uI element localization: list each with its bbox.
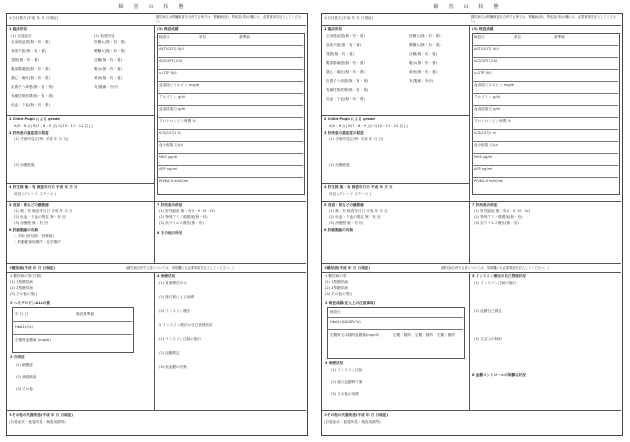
lab-row: 血小板数 万/μl — [474, 143, 498, 147]
diabetes-note: (糖尿病合併する者については、別紙欄にも必要事項を記入してください。) — [441, 266, 549, 270]
hba1c-date-col: 年 月 日 — [15, 312, 29, 316]
lab-column-header: 基準値 — [554, 35, 565, 39]
insulin-item: (2) 血糖自己測定 — [474, 309, 502, 313]
lab-column-header: 単位 — [514, 35, 522, 39]
hba1c-label: HbA1c(%) — [15, 325, 33, 329]
liver-biopsy-heading: 4 肝生検 無・有 検査年月日 平成 年 月 日 — [9, 185, 78, 189]
symptom-item: 皮膚そう痒感(無・有・著) — [326, 79, 369, 83]
symptom-item: 全身倦怠感(無・有・著) — [326, 34, 365, 38]
lab-row: AFP ng/ml — [159, 167, 178, 171]
diabetes-complications-heading: 3 合併症 — [10, 355, 25, 359]
lab-column-header: 基準値 — [239, 35, 250, 39]
header-left: ①日付系欠(平成 年 月 日現症) — [324, 16, 373, 20]
lab-row: 血清総ビリルビン mg/dl — [474, 83, 515, 87]
treatment-item: (2) 経口血糖降下薬 — [331, 380, 363, 384]
glycemic-control-heading: 6 血糖コントロールの困難な状況 — [472, 373, 526, 377]
symptom-item: 食欲不振(無・有・著) — [326, 43, 362, 47]
hba1c-ngsp-label: HbA1c(NGSP)(%) — [330, 320, 361, 324]
treatment-item: (2) 血糖測定 — [159, 351, 180, 355]
sign-item: 浮腫(無・有・著) — [94, 58, 122, 62]
header-note: 糖尿病又は腎臓障害を合併する例では、腎臓病(該)、腎疾患(別)の欄にも、必要事項を記入してください。 — [156, 15, 302, 23]
complication-item: (2) 特殊アミノ酸製剤(無・有) — [159, 215, 208, 219]
varices-item: (3) 治療歴 無・有 回 — [329, 221, 363, 225]
sign-item: 脾腫大(無・有・著) — [94, 49, 126, 53]
complication-item: (3) 抗ウイルス療法(無・有) — [474, 221, 519, 225]
varices-heading: 5 食道・胃などの静脈瘤 — [324, 203, 364, 207]
other-metabolic-heading: ③その他の代謝疾患(平成 年 月 日現症) — [324, 413, 388, 417]
sign-item: 脾腫大(無・有・著) — [409, 43, 441, 47]
varices-item: (2) 吐血・下血の既往 無・有 回 — [329, 215, 381, 219]
page-title: 障害の状態 — [433, 4, 509, 10]
diabetes-heading: ②糖尿病(平成 年 月 日現症) — [9, 266, 56, 270]
glucose-column: 空腹・随時 — [393, 333, 411, 337]
symptom-item: 腹部膨満感(無・有・著) — [326, 61, 365, 65]
lab-row: ALT(GPT) IU/l — [159, 59, 183, 63]
hcc-heading: 6 肝細胞癌の有無 — [9, 228, 38, 232]
complication-item: (1) 肝性脳症 無・有(I・II・III・IV) — [159, 209, 215, 213]
lab-row: プロトロンビン時間 % — [159, 119, 196, 123]
varices-item: (3) 治療歴 無・有 回 — [14, 221, 48, 225]
symptom-item: 吐血・下血(無・有・著) — [326, 97, 365, 101]
varices-item: (1) 無・有 検査年月日 平成 年 月 日 — [14, 209, 73, 213]
diabetes-complication-item: (3) その他 — [16, 387, 34, 391]
lab-row: AFP ng/ml — [474, 167, 493, 171]
glucose-label: 空腹時又は随時血糖値(mg/dl) — [330, 333, 380, 337]
symptom-item: 悪心・嘔吐(無・有・著) — [11, 76, 50, 80]
lab-row: NH3 μg/dl — [474, 155, 492, 159]
clinical-findings-heading: 1 臨床所見 — [9, 27, 28, 31]
sign-item: 有(腹痛・冷汗) — [94, 85, 119, 89]
surgery-findings: (1) 手術所見(日時: 平成 年 月 日) — [14, 137, 69, 141]
insulin-item: (1) インスリン注射の施行 — [474, 281, 517, 285]
lab-row: PIVKA-II mAU/ml — [474, 179, 504, 183]
lab-row: PIVKA-II mAU/ml — [159, 179, 189, 183]
header-note: 糖尿病又は腎臓障害を合併する例では、腎臓病(該)、腎疾患(別)の欄にも、必要事項を記入してください。 — [471, 15, 617, 23]
sign-item: 黄疸(無・有・著) — [409, 70, 437, 74]
diabetes-complication-item: (1) 網膜症 — [16, 363, 34, 367]
other-metabolic-note: (自覚症状・他覚所見・検査成績等) — [9, 420, 66, 424]
lab-row: ICG(15分) % — [474, 131, 496, 135]
treatment-course: (2) 治療経過 — [329, 163, 350, 167]
header-left: ①日付系欠(平成 年 月 日現症) — [9, 16, 58, 20]
diabetes-type-item: (3) その他の型() — [325, 292, 353, 296]
left-form-page — [6, 3, 308, 436]
diabetes-type-item: (3) その他の型() — [10, 292, 38, 296]
symptom-item: 有痛性筋痙攣(無・有・著) — [326, 88, 369, 92]
liver-biopsy-findings: 所見 (グレード ステージ ) — [14, 192, 57, 196]
right-form-page — [321, 3, 623, 436]
lab-results-heading: (3) 検査成績 — [472, 27, 494, 31]
diabetes-complication-item: (2) 神経障害 — [16, 375, 37, 379]
lab-row: プロトロンビン時間 % — [474, 119, 511, 123]
lab-row: AST(GOT) IU/l — [159, 47, 184, 51]
varices-item: (1) 無・有 検査年月日 平成 年 月 日 — [329, 209, 388, 213]
sign-item: 黄疸(無・有・著) — [94, 76, 122, 80]
lab-row: 血清総蛋白 g/dl — [159, 107, 185, 111]
symptom-item: 発熱(無・有・著) — [11, 58, 39, 62]
lab-row: 血清総蛋白 g/dl — [474, 107, 500, 111]
symptom-item: 皮膚そう痒感(無・有・著) — [11, 85, 54, 89]
liver-severity-heading: 3 肝疾患の重症度の程度 — [324, 131, 364, 135]
symptom-item: 食欲不振(無・有・著) — [11, 49, 47, 53]
child-pugh-scale: A(5・6 点) B(7・8・9 点) C(10・11・12 以上) — [329, 124, 409, 128]
treatment-item: (1) インスリン注射の施行 — [159, 337, 202, 341]
lab-row: γ-GTP IU/l — [474, 71, 492, 75]
hba1c-heading: 2 ヘモグロビンA1cの値 — [10, 301, 50, 305]
treatment-item: 5 インスリン療法の自己管理状況 — [159, 323, 213, 327]
diabetes-type-item: 1 糖尿病の型(分類) — [10, 274, 42, 278]
symptom-item: 発熱(無・有・著) — [326, 52, 354, 56]
lab-row: γ-GTP IU/l — [159, 71, 177, 75]
treatment-item: (1) 食事療法のみ — [159, 281, 187, 285]
lab-row: アルブミン g/dl — [159, 95, 185, 99]
lab-row: 血小板数 万/μl — [159, 143, 183, 147]
sign-item: 肝腫大(無・有・著) — [94, 40, 126, 44]
subjective-symptoms-heading: (1) 自覚症状 — [11, 34, 32, 38]
symptom-item: 腹部膨満感(無・有・著) — [11, 67, 50, 71]
clinical-findings-heading: 1 臨床所見 — [324, 27, 343, 31]
symptom-item: 全身倦怠感(無・有・著) — [11, 40, 50, 44]
treatment-item: (3) その他の治療 — [331, 392, 359, 396]
sign-item: 腹水(無・有・著) — [94, 67, 122, 71]
hcc-heading: 6 肝細胞癌の有無 — [324, 228, 353, 232]
lab-results-heading: (3) 検査成績 — [157, 27, 179, 31]
symptom-item: 有痛性筋痙攣(無・有・著) — [11, 94, 54, 98]
symptom-item: 吐血・下血(無・有・著) — [11, 103, 50, 107]
insulin-management-heading: 5 インスリン療法の自己管理状況 — [472, 274, 526, 278]
diabetes-type-item: (2) 2型糖尿病 — [10, 286, 33, 290]
lab-column-header: 検査日 — [474, 35, 485, 39]
treatment-item: (3) インスリン療法 — [159, 309, 191, 313]
sign-item: 浮腫(無・有・著) — [409, 52, 437, 56]
sign-item: 腹水(無・有・著) — [409, 61, 437, 65]
liver-severity-heading: 3 肝疾患の重症度の程度 — [9, 131, 49, 135]
child-pugh-heading: 2 Child-Pugh による grade — [9, 117, 60, 121]
objective-findings-heading: (2) 他覚所見 — [94, 34, 115, 38]
other-metabolic-note: (自覚症状・他覚所見・検査成績等) — [324, 420, 381, 424]
diabetes-lab-heading: 2 検査成績(記入上の注意事項) — [325, 301, 376, 305]
complications-heading: 7 肝疾患合併症 — [157, 203, 183, 207]
lab-column-header: 単位 — [199, 35, 207, 39]
complications-heading: 7 肝疾患合併症 — [472, 203, 498, 207]
surgery-findings: (1) 手術所見(日時: 平成 年 月 日) — [329, 137, 384, 141]
treatment-item: (1) インスリン注射 — [331, 368, 363, 372]
complication-item: (2) 特殊アミノ酸製剤(無・有) — [474, 215, 523, 219]
treatment-item: (2) 経口薬による治療 — [159, 295, 194, 299]
symptom-item: 悪心・嘔吐(無・有・著) — [326, 70, 365, 74]
treatment-status-heading: 4 治療状況 — [157, 274, 176, 278]
complication-item: (3) 抗ウイルス療法(無・有) — [159, 221, 204, 225]
diabetes-type-item: (1) 1型糖尿病 — [325, 280, 348, 284]
diabetes-type-item: 1 糖尿病の型 — [325, 274, 347, 278]
fasting-glucose-label: 空腹時血糖値 (mg/dl) — [15, 338, 51, 342]
insulin-item: (3) 生活上の制約 — [474, 337, 502, 341]
sign-item: 有(腹痛・冷汗) — [409, 79, 434, 83]
treatment-status-heading: 3 治療状況 — [325, 361, 344, 365]
hcc-item: ・手術 (肝切除・肝移植) — [14, 234, 54, 238]
page-title: 障害の状態 — [118, 4, 194, 10]
other-findings-heading: 8 その他の所見 — [157, 231, 183, 235]
diabetes-type-item: (1) 1型糖尿病 — [10, 280, 33, 284]
lab-row: AST(GOT) IU/l — [474, 47, 499, 51]
treatment-item: (3) 低血糖の有無 — [159, 365, 187, 369]
child-pugh-scale: A(5・6 点) B(7・8・9 点) C(10・11・12 以上) — [14, 124, 94, 128]
diabetes-heading: ②糖尿病(平成 年 月 日現症) — [324, 266, 371, 270]
treatment-course: (2) 治療経過 — [14, 163, 35, 167]
hba1c-standard-col: 施設基準値 — [76, 312, 94, 316]
diabetes-type-item: (2) 2型糖尿病 — [325, 286, 348, 290]
lab-date-label: 検査日 — [330, 310, 341, 314]
child-pugh-heading: 2 Child-Pugh による grade — [324, 117, 375, 121]
lab-column-header: 検査日 — [159, 35, 170, 39]
liver-biopsy-findings: 所見 (グレード ステージ ) — [329, 192, 372, 196]
lab-row: NH3 μg/dl — [159, 155, 177, 159]
liver-biopsy-heading: 4 肝生検 無・有 検査年月日 平成 年 月 日 — [324, 185, 393, 189]
diabetes-note: (糖尿病合併する者については、別紙欄にも必要事項を記入してください。) — [126, 266, 234, 270]
lab-row: ALT(GPT) IU/l — [474, 59, 498, 63]
lab-row: アルブミン g/dl — [474, 95, 500, 99]
sign-item: 肝腫大(無・有・著) — [409, 34, 441, 38]
lab-row: 血清総ビリルビン mg/dl — [159, 83, 200, 87]
varices-item: (2) 吐血・下血の既往 無・有 回 — [14, 215, 66, 219]
other-metabolic-heading: ③その他の代謝疾患(平成 年 月 日現症) — [9, 413, 73, 417]
glucose-column: 空腹・随時 — [437, 333, 455, 337]
complication-item: (1) 肝性脳症 無・有(I・II・III・IV) — [474, 209, 530, 213]
lab-row: ICG(15分) % — [159, 131, 181, 135]
varices-heading: 5 食道・胃などの静脈瘤 — [9, 203, 49, 207]
hba1c-table — [12, 307, 134, 353]
hcc-item: ・肝動脈塞栓療法・化学療法 — [14, 240, 61, 244]
glucose-column: 空腹・随時 — [415, 333, 433, 337]
